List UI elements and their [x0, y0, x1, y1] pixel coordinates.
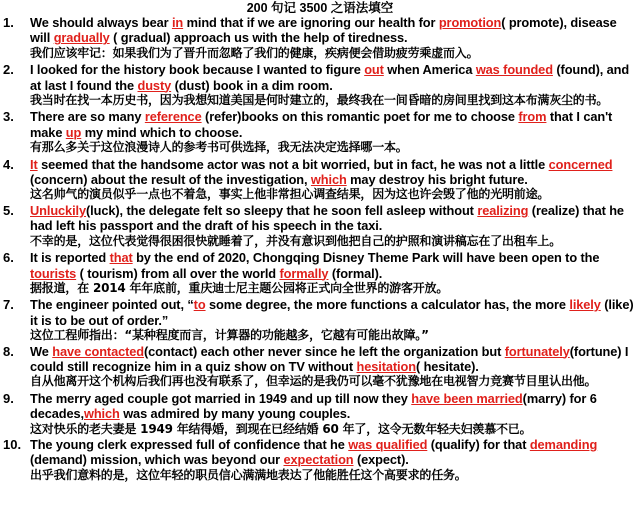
item-number: 1.: [3, 15, 14, 30]
answer-text: concerned: [548, 156, 613, 172]
sentence-text: (concern) about the result of the investigation,: [30, 172, 311, 188]
english-sentence: [30, 250, 636, 281]
chinese-translation: 这对快乐的老夫妻是 1949 年结得婚，到现在已经结婚 60 年了，这令无数年轻夫妇羡慕不已。: [30, 421, 532, 436]
chinese-translation: 据报道，在 2014 年年底前，重庆迪士尼主题公园将正式向全世界的游客开放。: [30, 280, 449, 295]
exercise-item: [0, 203, 640, 249]
item-number: 3.: [3, 109, 14, 125]
page-title: 200 句记 3500 之语法填空: [246, 1, 394, 15]
sentence-text: by the end of 2020, Chongqing Disney Theme Park will have been open to the: [132, 250, 600, 266]
english-sentence: [30, 109, 636, 140]
item-number: 9.: [3, 390, 14, 406]
sentence-text: may destroy his bright future.: [346, 172, 528, 188]
item-number: 10.: [3, 436, 22, 452]
answer-text: to: [193, 297, 206, 313]
answer-text: formally: [279, 265, 329, 281]
sentence-text: (like) it is to be out of order.”: [30, 297, 634, 328]
exercise-item: [0, 437, 640, 483]
item-number: 2.: [3, 62, 14, 78]
chinese-translation: 有那么多关于这位浪漫诗人的参考书可供选择，我无法决定选择哪一本。: [30, 140, 408, 155]
sentence-text: There are so many: [30, 109, 145, 125]
answer-text: that: [109, 250, 133, 266]
sentence-text: (marry) for 6 decades,: [30, 390, 597, 422]
chinese-translation: 我当时在找一本历史书，因为我想知道美国是何时建立的，最终我在一间昏暗的房间里找到这本布满灰尘的书。: [30, 93, 609, 108]
sentence-text: The young clerk expressed full of confidence that he: [30, 436, 349, 452]
answer-text: reference: [144, 109, 202, 125]
sentence-text: (found), and at last I found the: [30, 62, 630, 93]
english-sentence: [30, 62, 636, 93]
sentence-text: (realize) that he had left his passport and the draft of his speech in the taxi.: [30, 202, 624, 234]
sentence-text: (fortune) I could still recognize him in a quiz show on TV without: [30, 343, 629, 374]
sentence-text: mind that if we are ignoring our health for: [183, 15, 439, 30]
answer-text: up: [65, 124, 82, 140]
item-number: 7.: [3, 297, 14, 313]
exercise-item: [0, 344, 640, 390]
answer-text: realizing: [477, 202, 529, 218]
answer-text: hesitation: [356, 358, 416, 374]
sentence-text: ( gradual) approach us with the help of tiredness.: [109, 30, 408, 46]
sentence-text: (contact) each other never since he left the organization but: [144, 343, 505, 359]
exercise-item: [0, 297, 640, 343]
english-sentence: [30, 391, 636, 422]
answer-text: dusty: [137, 77, 172, 93]
sentence-text: that I can't make: [30, 109, 613, 140]
sentence-text: (expect).: [353, 452, 409, 468]
english-sentence: [30, 344, 636, 375]
chinese-translation: 这位工程师指出：“某种程度而言，计算器的功能越多，它越有可能出故障。”: [30, 328, 429, 343]
answer-text: in: [171, 15, 184, 30]
sentence-text: some degree, the more functions a calculator has, the more: [205, 297, 570, 313]
answer-text: was founded: [475, 62, 553, 78]
sentence-text: (demand) mission, which was beyond our: [30, 452, 284, 468]
exercise-item: [0, 15, 640, 61]
sentence-text: (dust) book in a dim room.: [171, 77, 333, 93]
sentence-text: (luck), the delegate felt so sleepy that he soon fell asleep without: [86, 202, 478, 218]
answer-text: which: [310, 172, 347, 188]
sentence-text: We: [30, 343, 53, 359]
item-number: 4.: [3, 156, 14, 172]
answer-text: from: [518, 109, 547, 125]
chinese-translation: 自从他离开这个机构后我们再也没有联系了，但幸运的是我仍可以毫不犹豫地在电视智力竞赛节目里认出他。: [30, 374, 597, 389]
sentence-text: when America: [383, 62, 476, 78]
answer-text: It: [30, 156, 38, 172]
answer-text: Unluckily: [30, 202, 86, 218]
answer-text: which: [83, 406, 120, 422]
item-number: 8.: [3, 343, 14, 359]
english-sentence: [30, 297, 636, 328]
sentence-text: I looked for the history book because I wanted to figure: [30, 62, 365, 78]
answer-text: have been married: [411, 390, 523, 406]
english-sentence: [30, 157, 636, 188]
sentence-text: my mind which to choose.: [81, 124, 243, 140]
exercise-item: [0, 62, 640, 108]
answer-text: promotion: [438, 15, 502, 30]
exercise-list: [0, 15, 640, 482]
exercise-item: [0, 109, 640, 155]
sentence-text: (refer)books on this romantic poet for me to choose: [201, 109, 519, 125]
answer-text: likely: [569, 297, 601, 313]
sentence-text: (formal).: [328, 265, 383, 281]
chinese-translation: 我们应该牢记：如果我们为了晋升而忽略了我们的健康，疾病便会借助疲劳乘虚而入。: [30, 45, 479, 60]
answer-text: out: [364, 62, 384, 78]
sentence-text: ( hesitate).: [415, 358, 479, 374]
sentence-text: ( tourism) from all over the world: [76, 265, 280, 281]
answer-text: demanding: [529, 436, 598, 452]
exercise-item: [0, 250, 640, 296]
answer-text: tourists: [30, 265, 77, 281]
answer-text: have contacted: [52, 343, 144, 359]
sentence-text: The engineer pointed out, “: [30, 297, 194, 313]
english-sentence: [30, 15, 636, 46]
sentence-text: was admired by many young couples.: [119, 406, 351, 422]
english-sentence: [30, 203, 636, 234]
sentence-text: (qualify) for that: [427, 436, 530, 452]
sentence-text: It is reported: [30, 250, 110, 266]
sentence-text: seemed that the handsome actor was not a bit worried, but in fact, he was not a little: [37, 156, 549, 172]
chinese-translation: 出乎我们意料的是，这位年轻的职员信心满满地表达了他能胜任这个高要求的任务。: [30, 467, 467, 482]
english-sentence: [30, 437, 636, 468]
sentence-text: We should always bear: [30, 15, 172, 30]
chinese-translation: 不幸的是，这位代表觉得很困很快就睡着了，并没有意识到他把自己的护照和演讲稿忘在了出租车上。: [30, 233, 562, 248]
answer-text: expectation: [283, 452, 354, 468]
answer-text: was qualified: [348, 436, 428, 452]
chinese-translation: 这名帅气的演员似乎一点也不着急，事实上他非常担心调查结果，因为这也许会毁了他的光明前途。: [30, 187, 550, 202]
sentence-text: The merry aged couple got married in 1949 and up till now they: [30, 390, 412, 406]
item-number: 6.: [3, 250, 14, 266]
exercise-item: [0, 157, 640, 203]
exercise-item: [0, 391, 640, 437]
answer-text: fortunately: [504, 343, 570, 359]
item-number: 5.: [3, 202, 14, 218]
answer-text: gradually: [53, 30, 110, 46]
sentence-text: ( promote), disease will: [30, 15, 617, 46]
